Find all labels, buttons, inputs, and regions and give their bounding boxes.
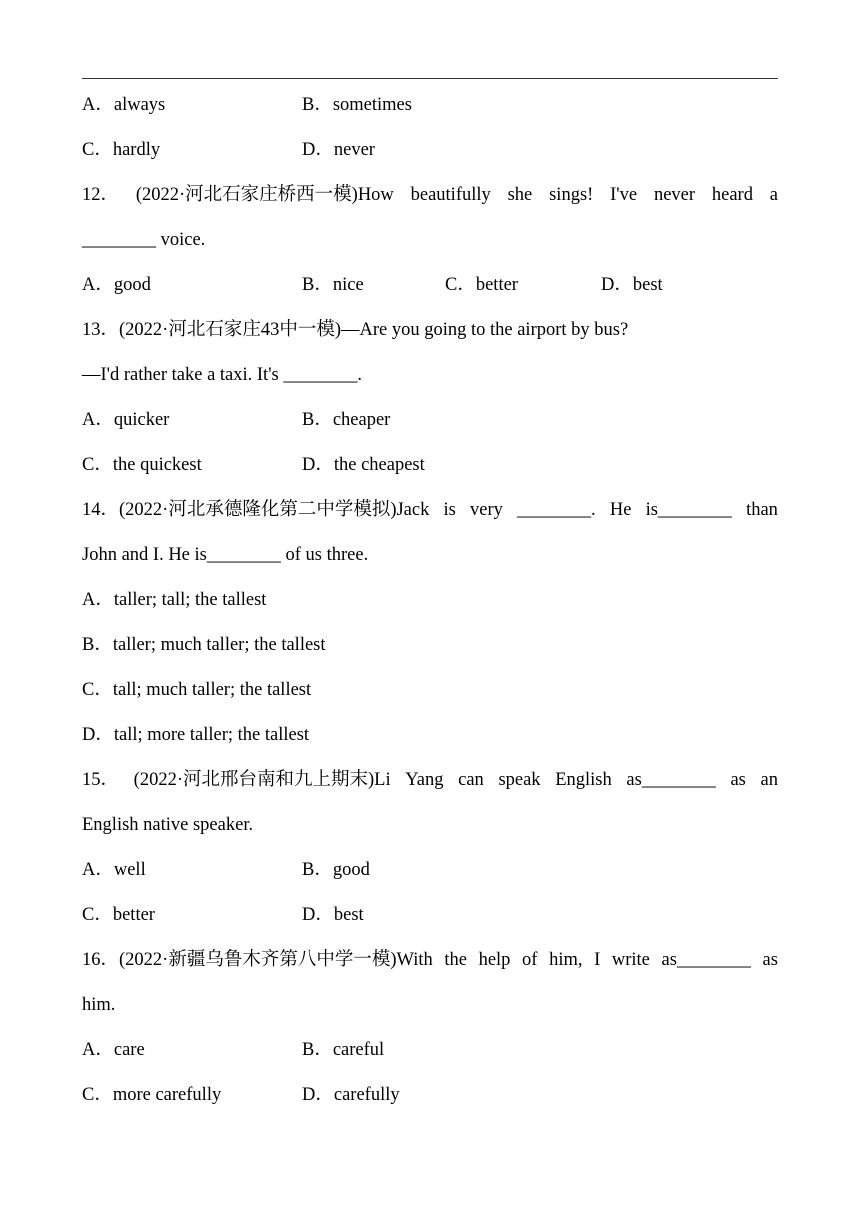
option-b: B．nice: [302, 275, 364, 295]
header-rule: [82, 78, 778, 79]
option-a: A．taller; tall; the tallest: [82, 590, 267, 610]
option-d: D．best: [601, 275, 663, 295]
option-b: B．good: [302, 860, 370, 880]
option-b: B．taller; much taller; the tallest: [82, 635, 326, 655]
word: beautifully: [410, 185, 491, 205]
option-c: C．better: [82, 905, 155, 925]
word: help: [478, 950, 511, 970]
option-d: D．never: [302, 140, 375, 160]
word: of: [522, 950, 538, 970]
option-c: C．tall; much taller; the tallest: [82, 680, 312, 700]
option-c: C．better: [445, 275, 518, 295]
question-14-line-1: [82, 497, 778, 523]
word: as: [730, 770, 746, 790]
option-d: D．the cheapest: [302, 455, 425, 475]
word: she: [507, 185, 533, 205]
word: write: [611, 950, 650, 970]
question-15-line-2: English native speaker.: [82, 815, 254, 835]
word: the: [444, 950, 467, 970]
word: him,: [549, 950, 583, 970]
option-c: C．hardly: [82, 140, 161, 160]
question-16-line-2: him.: [82, 995, 116, 1015]
word: than: [746, 500, 778, 520]
word: heard: [711, 185, 753, 205]
question-14-line-2: John and I. He is________ of us three.: [82, 545, 369, 565]
option-a: A．good: [82, 275, 151, 295]
word: never: [653, 185, 696, 205]
word: 16．(2022·新疆乌鲁木齐第八中学一模)With: [82, 950, 433, 970]
word: He: [609, 500, 632, 520]
option-d: D．carefully: [302, 1085, 400, 1105]
word: I: [594, 950, 601, 970]
word: as________: [661, 950, 751, 970]
word: Yang: [405, 770, 444, 790]
question-15-line-1: [82, 767, 778, 793]
word: sings!: [549, 185, 594, 205]
word: ________.: [517, 500, 596, 520]
word: is: [443, 500, 456, 520]
word: as________: [626, 770, 716, 790]
option-a: A．always: [82, 95, 166, 115]
question-13-line-1: 13．(2022·河北石家庄43中一模)—Are you going to the airport by bus?: [82, 320, 629, 340]
word: speak: [498, 770, 541, 790]
word: very: [470, 500, 503, 520]
question-12-line-2: ________ voice.: [82, 230, 206, 250]
option-d: D．best: [302, 905, 364, 925]
word: (2022·河北石家庄桥西一模)How: [135, 185, 394, 205]
option-a: A．well: [82, 860, 146, 880]
word: English: [555, 770, 612, 790]
option-c: C．the quickest: [82, 455, 202, 475]
word: a: [769, 185, 778, 205]
word: as: [762, 950, 778, 970]
question-12-line-1: [82, 182, 778, 208]
option-c: C．more carefully: [82, 1085, 222, 1105]
word: 12．: [82, 185, 120, 205]
word: 15．: [82, 770, 120, 790]
question-13-line-2: —I'd rather take a taxi. It's ________.: [82, 365, 362, 385]
option-a: A．care: [82, 1040, 145, 1060]
option-b: B．cheaper: [302, 410, 391, 430]
question-16-line-1: [82, 947, 778, 973]
word: can: [458, 770, 484, 790]
option-a: A．quicker: [82, 410, 170, 430]
word: 14．(2022·河北承德隆化第二中学模拟)Jack: [82, 500, 430, 520]
word: I've: [610, 185, 638, 205]
word: (2022·河北邢台南和九上期末)Li: [133, 770, 391, 790]
word: an: [760, 770, 778, 790]
option-b: B．sometimes: [302, 95, 412, 115]
option-b: B．careful: [302, 1040, 385, 1060]
option-d: D．tall; more taller; the tallest: [82, 725, 310, 745]
word: is________: [645, 500, 732, 520]
